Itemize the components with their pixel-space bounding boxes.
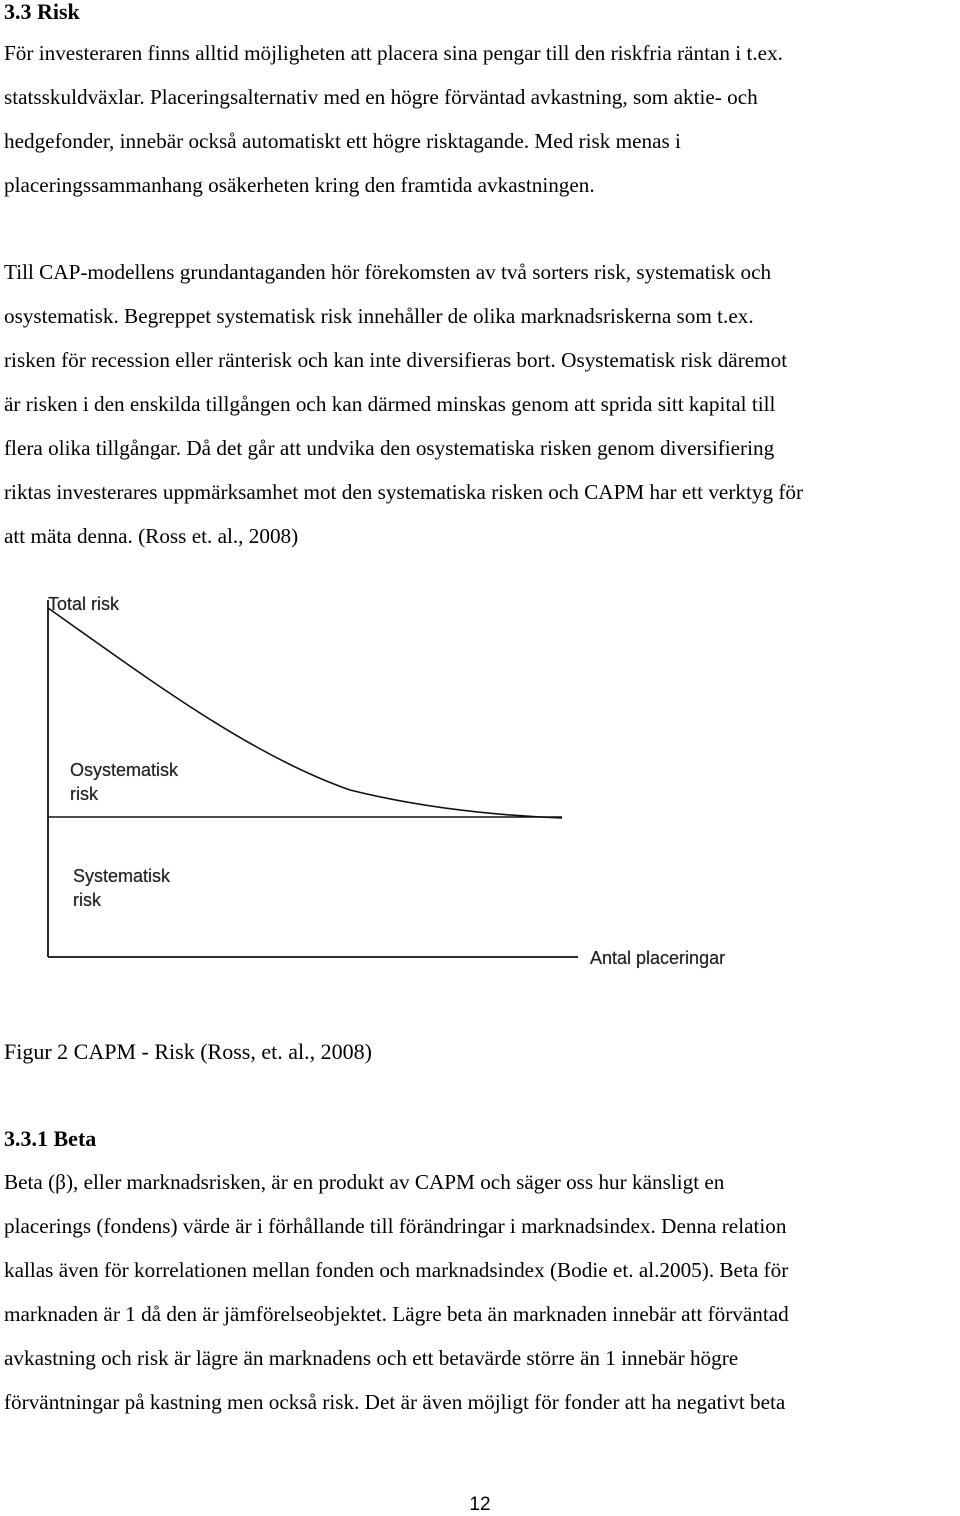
text-line: Beta (β), eller marknadsrisken, är en produkt av CAPM och säger oss hur känsligt en (4, 1170, 725, 1194)
text-line: placeringssammanhang osäkerheten kring den framtida avkastningen. (4, 173, 595, 197)
text-line: risken för recession eller ränterisk och kan inte diversifieras bort. Osystematisk risk däremot (4, 348, 788, 372)
text-line: placerings (fondens) värde är i förhållande till förändringar i marknadsindex. Denna relation (4, 1214, 787, 1238)
paragraph-riskfree (4, 31, 944, 207)
text-line: osystematisk. Begreppet systematisk risk innehåller de olika marknadsriskerna som t.ex. (4, 304, 754, 328)
text-line: kallas även för korrelationen mellan fonden och marknadsindex (Bodie et. al.2005). Beta för (4, 1258, 789, 1282)
section-heading: 3.3 Risk (4, 0, 80, 24)
text-line: riktas investerares uppmärksamhet mot den systematiska risken och CAPM har ett verktyg för (4, 480, 804, 504)
paragraph-capm-risk (4, 250, 944, 558)
text-line: marknaden är 1 då den är jämförelseobjektet. Lägre beta än marknaden innebär att förväntad (4, 1302, 789, 1326)
x-axis-label: Antal placeringar (590, 948, 726, 968)
text-line: förväntningar på kastning men också risk. Det är även möjligt för fonder att ha negativt beta (4, 1390, 786, 1414)
systematic-risk-label-line2: risk (73, 890, 101, 910)
subsection-heading: 3.3.1 Beta (4, 1126, 97, 1151)
y-axis-label: Total risk (48, 594, 120, 614)
text-line: Till CAP-modellens grundantaganden hör förekomsten av två sorters risk, systematisk och (4, 260, 772, 284)
text-line: är risken i den enskilda tillgången och kan därmed minskas genom att sprida sitt kapital till (4, 392, 776, 416)
text-line: flera olika tillgångar. Då det går att undvika den osystematiska risken genom diversifiering (4, 436, 775, 460)
unsystematic-risk-label-line1: Osystematisk (70, 760, 179, 780)
paragraph-beta (4, 1160, 944, 1424)
figure-caption: Figur 2 CAPM - Risk (Ross, et. al., 2008) (4, 1039, 372, 1064)
total-risk-curve (48, 608, 562, 818)
risk-diversification-figure (0, 570, 780, 990)
text-line: statsskuldväxlar. Placeringsalternativ med en högre förväntad avkastning, som aktie- och (4, 85, 758, 109)
text-line: hedgefonder, innebär också automatiskt ett högre risktagande. Med risk menas i (4, 129, 681, 153)
text-line: avkastning och risk är lägre än marknadens och ett betavärde större än 1 innebär högre (4, 1346, 739, 1370)
text-line: att mäta denna. (Ross et. al., 2008) (4, 524, 299, 548)
unsystematic-risk-label-line2: risk (70, 784, 98, 804)
systematic-risk-label-line1: Systematisk (73, 866, 171, 886)
text-line: För investeraren finns alltid möjligheten att placera sina pengar till den riskfria räntan i t.ex. (4, 41, 783, 65)
page-number: 12 (469, 1494, 491, 1515)
